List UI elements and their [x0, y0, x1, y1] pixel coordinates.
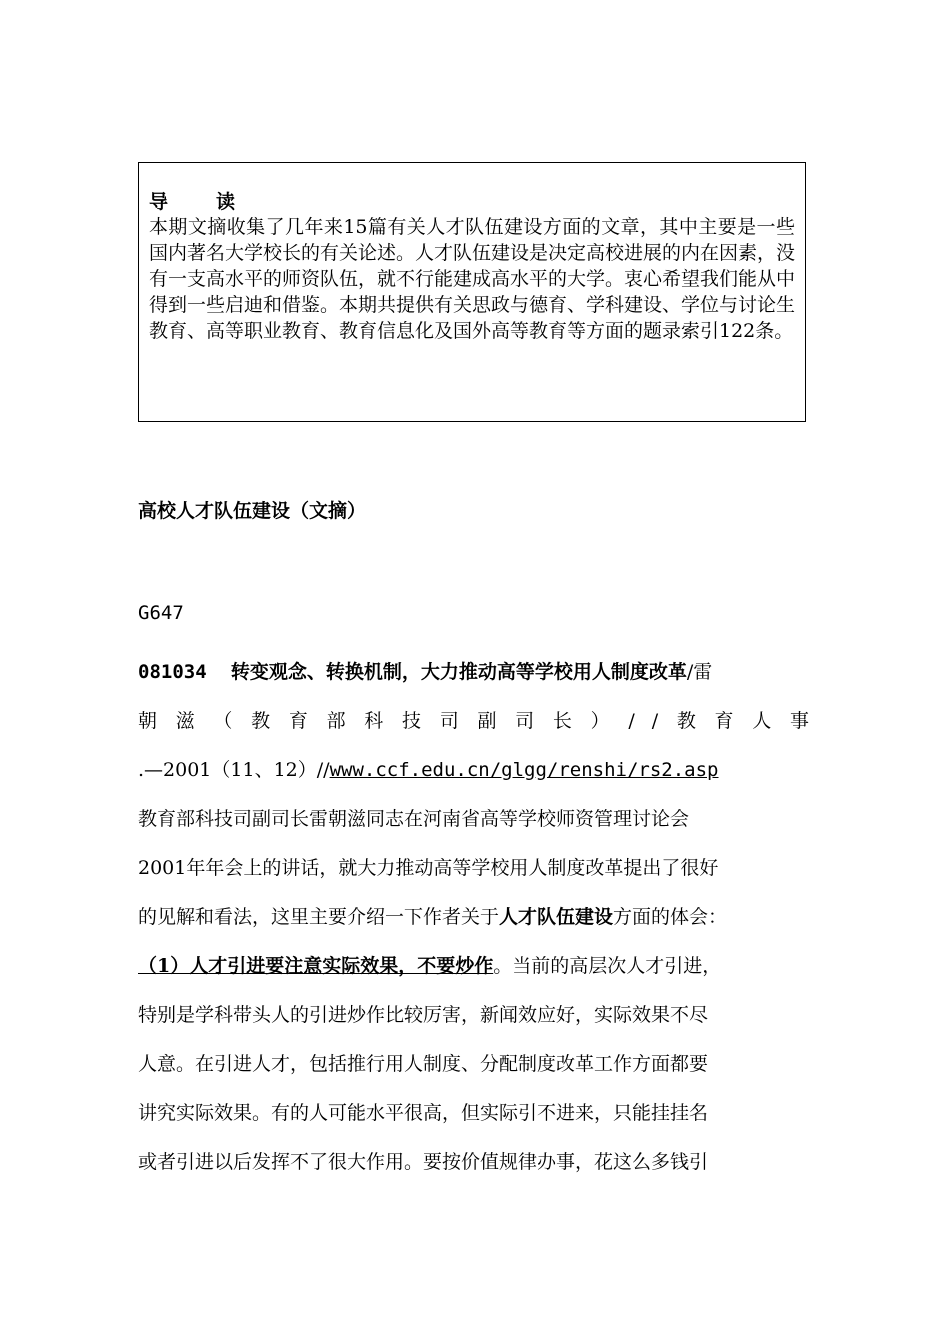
paragraph-line: 讲究实际效果。有的人可能水平很高，但实际引不进来，只能挂挂名	[138, 1102, 709, 1124]
classification-code: G647	[138, 602, 184, 624]
paragraph-line: 教育部科技司副司长雷朝滋同志在河南省高等学校师资管理讨论会	[138, 808, 690, 830]
entry-author-prefix: /雷	[686, 661, 713, 683]
guide-title	[149, 190, 795, 214]
paragraph-line: 2001年年会上的讲话，就大力推动高等学校用人制度改革提出了很好	[138, 857, 719, 879]
paragraph-line: 或者引进以后发挥不了很大作用。要按价值规律办事，花这么多钱引	[138, 1151, 709, 1173]
guide-box	[138, 162, 806, 422]
entry-source-line	[138, 746, 826, 795]
source-link[interactable]: www.ccf.edu.cn/glgg/renshi/rs2.asp	[329, 759, 719, 781]
guide-title-char-2: 读	[216, 191, 236, 213]
paragraph-line: 特别是学科带头人的引进炒作比较厉害，新闻效应好，实际效果不尽	[138, 1004, 709, 1026]
entry-title: 转变观念、转换机制，大力推动高等学校用人制度改革	[230, 661, 687, 683]
guide-body: 本期文摘收集了几年来15篇有关人才队伍建设方面的文章，其中主要是一些国内著名大学校长的有关论述。人才队伍建设是决定高校进展的内在因素，没有一支高水平的师资队伍，就不行能建成高水平的大学。衷心希望我们能从中得到一些启迪和借鉴。本期共提供有关思政与德育、学科建设、学位与讨论生教育、高等职业教育、教育信息化及国外高等教育等方面的题录索引122条。	[149, 216, 796, 342]
section-title: 高校人才队伍建设（文摘）	[138, 500, 367, 522]
entry-author-line: 朝滋（教育部科技司副司长）//教育人事	[138, 710, 826, 732]
keyword-highlight: 人才队伍建设	[499, 906, 614, 928]
paragraph-line: 人意。在引进人才，包括推行用人制度、分配制度改革工作方面都要	[138, 1053, 709, 1075]
entry-title-line	[138, 648, 826, 697]
entry-source-prefix: .—2001（11、12）//	[138, 759, 330, 781]
point-heading: （1）人才引进要注意实际效果，不要炒作	[138, 955, 494, 977]
guide-title-char-1: 导	[149, 191, 169, 213]
paragraph-line: 的见解和看法，这里主要介绍一下作者关于人才队伍建设方面的体会：	[138, 906, 728, 928]
paragraph-line: （1）人才引进要注意实际效果，不要炒作。当前的高层次人才引进，	[138, 955, 722, 977]
entry-number: 081034	[138, 661, 207, 683]
abstract-entry	[138, 648, 826, 1187]
